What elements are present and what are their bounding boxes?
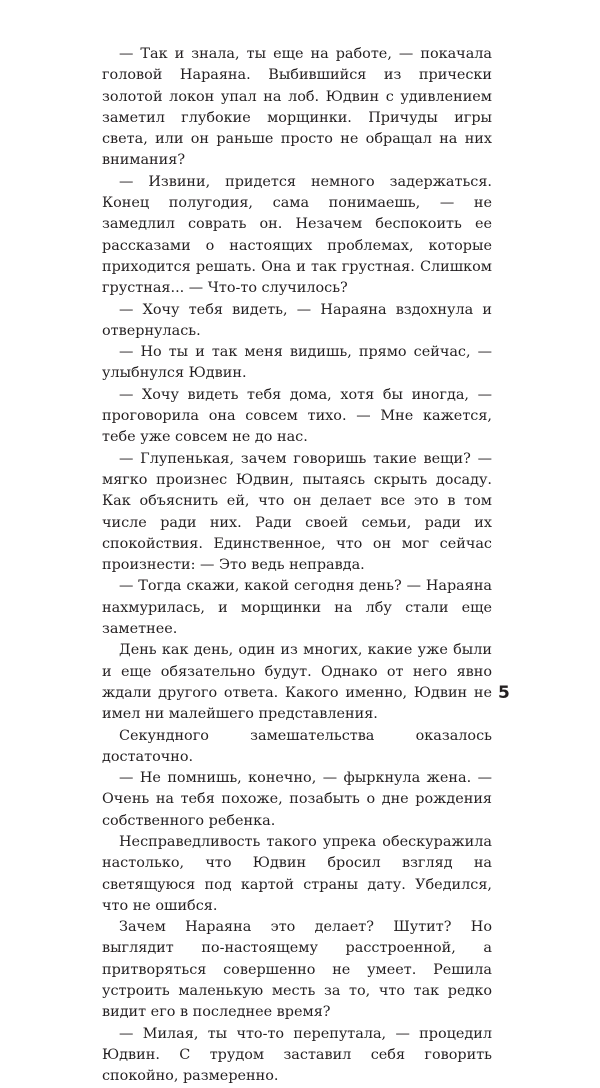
paragraph-7: — Тогда скажи, какой сегодня день? — Нараяна нахмурилась, и морщинки на лбу стали еще заметнее. (102, 578, 492, 638)
paragraph-12: Зачем Нараяна это делает? Шутит? Но выглядит по-настоящему расстроенной, а притворяться совершенно не умеет. Решила устроить маленькую месть за то, что так редко видит его в последнее время? (102, 919, 492, 1021)
paragraph-6: — Глупенькая, зачем говоришь такие вещи? — мягко произнес Юдвин, пытаясь скрыть досаду. Как объяснить ей, что он делает все это в том числе ради них. Ради своей семьи, ради их спокойствия. Единственное, что он мог сейчас произнести: — Это ведь неправда. (102, 450, 492, 574)
paragraph-9: Секундного замешательства оказалось достаточно. (102, 727, 492, 765)
paragraph-2: — Извини, придется немного задержаться. Конец полугодия, сама понимаешь, — не замедлил соврать он. Незачем беспокоить ее рассказами о настоящих проблемах, которые приходится решать. Она и так грустная. Слишком грустная... — Что-то случилось? (102, 173, 492, 297)
body-text (102, 44, 492, 1088)
page-number: 5 (498, 683, 510, 703)
paragraph-3: — Хочу тебя видеть, — Нараяна вздохнула и отвернулась. (102, 301, 492, 339)
paragraph-4: — Но ты и так меня видишь, прямо сейчас, — улыбнулся Юдвин. (102, 344, 492, 382)
paragraph-10: — Не помнишь, конечно, — фыркнула жена. — Очень на тебя похоже, позабыть о дне рождения собственного ребенка. (102, 770, 492, 829)
paragraph-11: Несправедливость такого упрека обескуражила настолько, что Юдвин бросил взгляд на светящуюся под картой страны дату. Убедился, что не ошибся. (102, 833, 492, 914)
paragraph-1: — Так и знала, ты еще на работе, — покачала головой Нараяна. Выбившийся из прически золотой локон упал на лоб. Юдвин с удивлением заметил глубокие морщинки. Причуды игры света, или он раньше просто не обращал на них внимания? (102, 46, 492, 169)
paragraph-13: — Милая, ты что-то перепутала, — процедил Юдвин. С трудом заставил себя говорить спокойно, размеренно. (102, 1025, 492, 1085)
paragraph-5: — Хочу видеть тебя дома, хотя бы иногда, — проговорила она совсем тихо. — Мне кажется, тебе уже совсем не до нас. (102, 386, 492, 446)
paragraph-8: День как день, один из многих, какие уже были и еще обязательно будут. Однако от него явно ждали другого ответа. Какого именно, Юдвин не имел ни малейшего представления. (102, 642, 492, 723)
